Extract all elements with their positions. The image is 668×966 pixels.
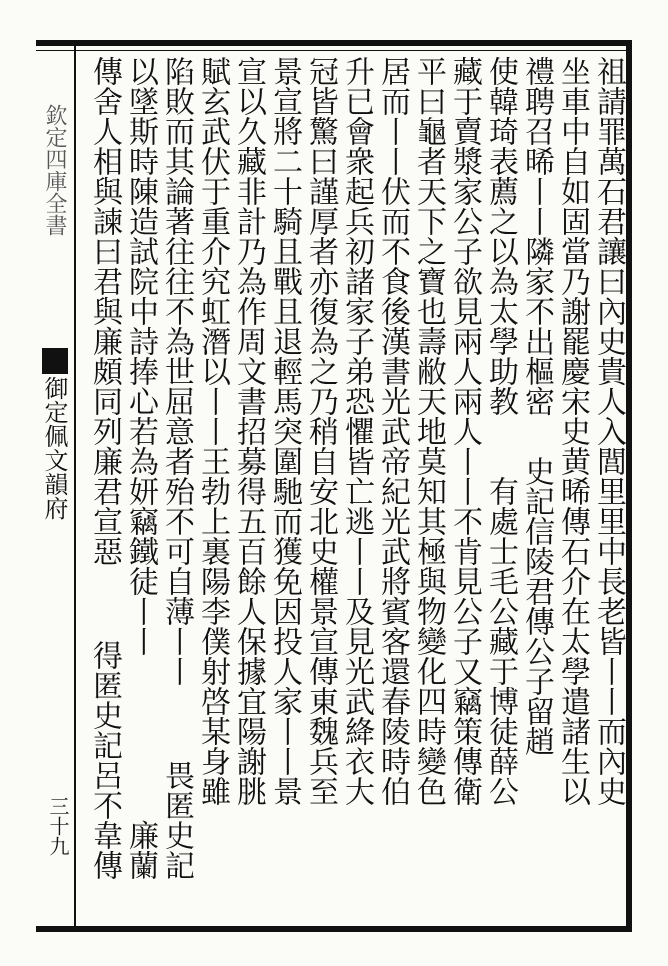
headword-deni: 得匿史記呂不韋傳	[87, 640, 122, 880]
text-column-5: 藏于賣漿家公子欲見兩人兩人丨丨不肯見公子又竊策傳衛	[447, 56, 482, 806]
top-border-inner	[36, 50, 632, 51]
gutter-divider	[74, 40, 76, 932]
text-column-3-tail: 史記信陵君傳公子留趙	[519, 456, 554, 756]
text-column-2: 坐車中自如固當乃謝罷慶宋史黄晞傳石介在太學遣諸生以	[555, 56, 590, 806]
text-column-13: 陷敗而其論著往往不為世屈意者殆不可自薄丨丨	[159, 56, 194, 686]
top-border	[36, 40, 632, 46]
series-title: 御定佩文韻府	[40, 376, 68, 520]
text-column-9: 冠皆驚曰謹厚者亦復為之乃稍自安北史權景宣傳東魏兵至	[303, 56, 338, 806]
text-column-11: 宣以久藏非計乃為作周文書招募得五百餘人保據宜陽謝朓	[231, 56, 266, 806]
fish-tail-mark	[42, 348, 68, 374]
text-column-1: 祖請罪萬石君讓曰內史貴人入閭里里中長老皆丨丨而內史	[591, 56, 626, 806]
text-column-14-tail: 廉蘭	[123, 820, 158, 880]
text-column-8: 升已會衆起兵初諸家子弟恐懼皆亡逃丨丨及見光武絳衣大	[339, 56, 374, 806]
book-title: 欽定四庫全書	[42, 104, 67, 236]
page-gutter	[40, 56, 70, 930]
text-column-10: 景宣將二十騎且戰且退輕馬突圍馳而獲免因投人家丨丨景	[267, 56, 302, 806]
text-column-12: 賦玄武伏于重介究虹潛以丨丨王勃上裏陽李僕射啓某身雖	[195, 56, 230, 806]
text-column-4: 使韓琦表薦之以為太學助教	[483, 56, 518, 416]
text-column-3: 禮聘召晞丨丨隣家不出樞密	[519, 56, 554, 416]
text-column-7: 居而丨丨伏而不食後漢書光武帝紀光武將賓客還春陵時伯	[375, 56, 410, 806]
text-column-14: 以墜斯時陳造試院中詩捧心若為妍竊鐵徒丨丨	[123, 56, 158, 656]
headword-weini: 畏匿史記	[159, 760, 194, 880]
text-column-4-tail: 有處士毛公藏于博徒薛公	[483, 476, 518, 806]
page-number: 三十九	[46, 796, 70, 856]
text-column-15: 傳舍人相與諫曰君與廉頗同列廉君宣惡	[87, 56, 122, 566]
text-column-6: 平曰龜者天下之寶也壽敝天地莫知其極與物變化四時變色	[411, 56, 446, 806]
